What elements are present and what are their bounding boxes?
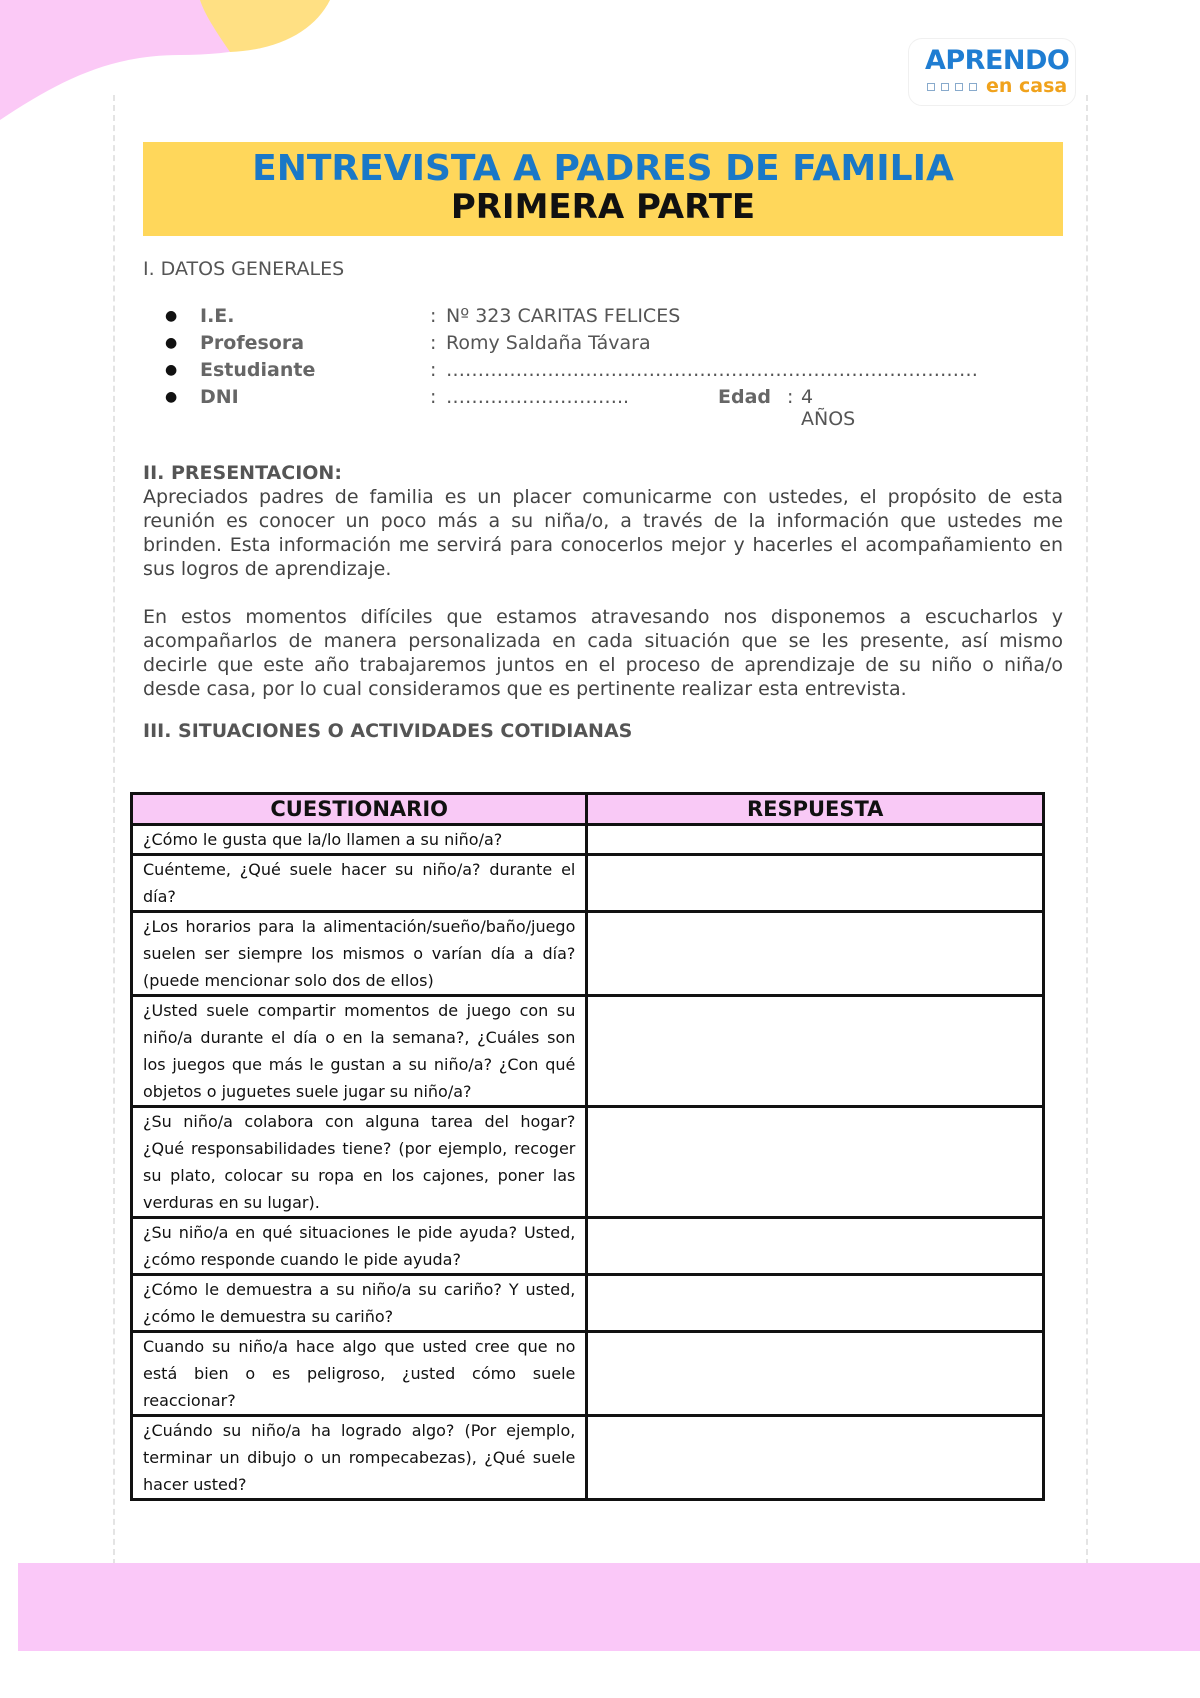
presentation-section xyxy=(143,461,1063,701)
question-cell: ¿Cuándo su niño/a ha logrado algo? (Por ejemplo, terminar un dibujo o un rompecabezas), ¿Qué suele hacer usted? xyxy=(132,1416,587,1500)
edad-value: 4 AÑOS xyxy=(801,386,856,430)
left-dashed-border xyxy=(113,95,115,1575)
logo-dots xyxy=(927,83,977,91)
question-cell: ¿Los horarios para la alimentación/sueño/baño/juego suelen ser siempre los mismos o varían día a día? (puede mencionar solo dos de ellos) xyxy=(132,912,587,996)
bullet-icon: ● xyxy=(165,362,178,378)
page-title: ENTREVISTA A PADRES DE FAMILIA xyxy=(252,148,954,189)
table-row xyxy=(132,1107,1044,1218)
question-cell: ¿Su niño/a en qué situaciones le pide ayuda? Usted, ¿cómo responde cuando le pide ayuda? xyxy=(132,1218,587,1275)
table-row xyxy=(132,1275,1044,1332)
header-cuestionario: CUESTIONARIO xyxy=(132,794,587,825)
estudiante-field: ………………………………………………………………………… xyxy=(446,359,978,381)
question-cell: ¿Su niño/a colabora con alguna tarea del hogar? ¿Qué responsabilidades tiene? (por ejemplo, recoger su plato, colocar su ropa en los cajones, poner las verduras en su lugar). xyxy=(132,1107,587,1218)
aprendo-en-casa-logo: APRENDO en casa xyxy=(908,38,1076,106)
decorative-corner-shape xyxy=(0,0,340,120)
dni-field: ……………………….. xyxy=(446,386,630,408)
section-heading-situaciones: III. SITUACIONES O ACTIVIDADES COTIDIANAS xyxy=(143,720,633,742)
presentation-paragraph-2: En estos momentos difíciles que estamos atravesando nos disponemos a escucharlos y acompañarlos de manera personalizada en cada situación que se les presente, así mismo decirle que este año trabajaremos juntos en el proceso de aprendizaje de su niño o niña/o desde casa, por lo cual consideramos que es pertinente realizar esta entrevista. xyxy=(143,606,1063,700)
question-cell: ¿Usted suele compartir momentos de juego con su niño/a durante el día o en la semana?, ¿Cuáles son los juegos que más le gustan a su niño/a? ¿Con qué objetos o juguetes suele jugar su niño/a? xyxy=(132,996,587,1107)
question-cell: Cuando su niño/a hace algo que usted cree que no está bien o es peligroso, ¿usted cómo suele reaccionar? xyxy=(132,1332,587,1416)
table-row xyxy=(132,1416,1044,1500)
question-cell: ¿Cómo le gusta que la/lo llamen a su niño/a? xyxy=(132,825,587,855)
question-cell: ¿Cómo le demuestra a su niño/a su cariño? Y usted, ¿cómo le demuestra su cariño? xyxy=(132,1275,587,1332)
answer-cell[interactable] xyxy=(587,912,1044,996)
answer-cell[interactable] xyxy=(587,1275,1044,1332)
page-subtitle: PRIMERA PARTE xyxy=(450,187,756,227)
bullet-icon: ● xyxy=(165,335,178,351)
profesora-value: Romy Saldaña Távara xyxy=(446,332,651,354)
bullet-icon: ● xyxy=(165,389,178,405)
table-row xyxy=(132,825,1044,855)
answer-cell[interactable] xyxy=(587,1107,1044,1218)
right-dashed-border xyxy=(1086,95,1088,1575)
answer-cell[interactable] xyxy=(587,1416,1044,1500)
title-banner xyxy=(143,142,1063,236)
answer-cell[interactable] xyxy=(587,1218,1044,1275)
ie-value: Nº 323 CARITAS FELICES xyxy=(446,305,681,327)
footer-band xyxy=(18,1563,1200,1651)
table-row xyxy=(132,1332,1044,1416)
table-row xyxy=(132,1218,1044,1275)
header-respuesta: RESPUESTA xyxy=(587,794,1044,825)
answer-cell[interactable] xyxy=(587,996,1044,1107)
table-row xyxy=(132,912,1044,996)
question-cell: Cuénteme, ¿Qué suele hacer su niño/a? durante el día? xyxy=(132,855,587,912)
bullet-icon: ● xyxy=(165,308,178,324)
table-row xyxy=(132,855,1044,912)
section-heading-presentacion: II. PRESENTACION: xyxy=(143,462,342,484)
answer-cell[interactable] xyxy=(587,855,1044,912)
table-header-row xyxy=(132,794,1044,825)
presentation-paragraph-1: Apreciados padres de familia es un placer comunicarme con ustedes, el propósito de esta reunión es conocer un poco más a su niña/o, a través de la información que ustedes me brinden. Esta información me servirá para conocerlos mejor y hacerles el acompañamiento en sus logros de aprendizaje. xyxy=(143,486,1063,580)
answer-cell[interactable] xyxy=(587,825,1044,855)
questionnaire-table xyxy=(130,792,1045,1501)
answer-cell[interactable] xyxy=(587,1332,1044,1416)
section-heading-datos: I. DATOS GENERALES xyxy=(143,258,345,280)
table-row xyxy=(132,996,1044,1107)
